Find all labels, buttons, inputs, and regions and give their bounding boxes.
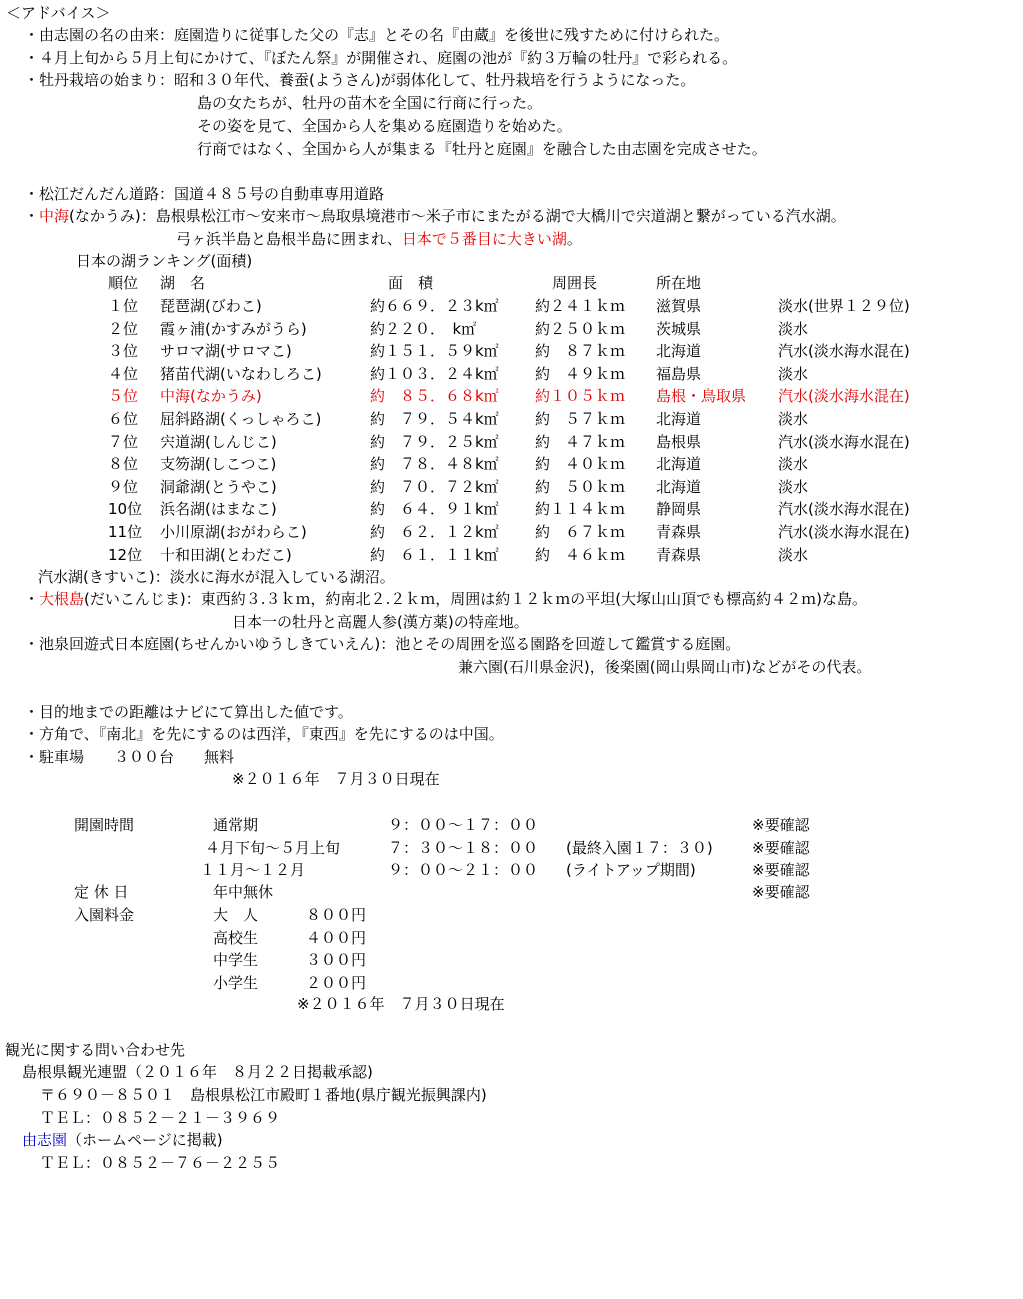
perimeter-cell: 約 ５７ｋｍ — [535, 410, 626, 428]
origin-line: ・由志園の名の由来：庭園造りに従事した父の『志』とその名『由蔵』を後世に残すために付けられた。 — [24, 26, 730, 44]
note-cell: (ライトアップ期間) — [566, 861, 696, 879]
fee-category: 高校生 — [213, 928, 259, 947]
lake-name-cell: 十和田湖(とわだこ) — [160, 545, 292, 564]
area-cell: 約 ７８．４８k㎡ — [370, 455, 499, 474]
water-type-cell: 淡水 — [778, 364, 809, 383]
botan-line-3: その姿を見て、全国から人を集める庭園造りを始めた。 — [197, 117, 572, 135]
area-cell: 約 ６４．９１k㎡ — [370, 500, 499, 519]
perimeter-cell: 約 ４０ｋｍ — [535, 455, 626, 474]
lake-name-cell: 浜名湖(はまなこ) — [160, 500, 277, 519]
fees-label: 入園料金 — [74, 906, 135, 924]
daikonshima-name: 大根島 — [39, 590, 85, 608]
perimeter-cell: 約 ８７ｋｍ — [535, 342, 626, 361]
period-cell: １１月～１２月 — [200, 861, 306, 879]
water-type-cell: 淡水 — [778, 545, 809, 564]
location-cell: 北海道 — [656, 342, 702, 361]
perimeter-cell: 約 ４７ｋｍ — [535, 432, 626, 451]
header-rank: 順位 — [108, 274, 139, 292]
location-cell: 福島県 — [656, 364, 702, 383]
nakaumi-line-2 — [176, 229, 582, 249]
location-cell: 島根・鳥取県 — [656, 387, 747, 406]
lake-name-cell: 屈斜路湖(くっしゃろこ) — [160, 410, 322, 428]
closed-label: 定 休 日 — [74, 883, 129, 901]
fee-price: ３００円 — [306, 951, 367, 969]
rank-cell: ８位 — [108, 455, 139, 474]
contact-title: 観光に関する問い合わせ先 — [5, 1041, 186, 1059]
rank-cell: ３位 — [108, 342, 139, 361]
water-type-cell: 淡水(世界１２９位) — [778, 297, 910, 315]
perimeter-cell: 約２５０ｋｍ — [535, 319, 626, 338]
location-cell: 滋賀県 — [656, 297, 702, 315]
area-cell: 約 ７０．７２k㎡ — [370, 477, 499, 496]
advice-header: ＜アドバイス＞ — [6, 4, 111, 22]
festival-line: ・４月上旬から５月上旬にかけて、『ぼたん祭』が開催され、庭園の池が『約３万輪の牡丹』で彩られる。 — [24, 49, 738, 67]
check-cell: ※要確認 — [752, 838, 810, 857]
water-type-cell: 淡水 — [778, 455, 809, 474]
time-cell: ９：００～１７：００ — [388, 816, 539, 834]
water-type-cell: 淡水 — [778, 319, 809, 338]
location-cell: 島根県 — [656, 432, 702, 451]
ranking-title: 日本の湖ランキング(面積) — [76, 252, 253, 270]
contact-org: 島根県観光連盟（２０１６年 ８月２２日掲載承認) — [22, 1063, 373, 1081]
perimeter-cell: 約１１４ｋｍ — [535, 500, 626, 519]
note-cell: (最終入園１７：３０) — [566, 838, 713, 857]
water-type-cell: 淡水 — [778, 477, 809, 496]
period: 。 — [566, 230, 582, 248]
kisuiko-line: 汽水湖(きすいこ)：淡水に海水が混入している湖沼。 — [38, 568, 395, 586]
yushien-name: 由志園 — [22, 1131, 68, 1149]
parking-date: ※２０１６年 ７月３０日現在 — [232, 770, 440, 788]
daikonshima-line — [24, 589, 867, 609]
header-name: 湖 名 — [160, 274, 206, 292]
perimeter-cell: 約 ４９ｋｍ — [535, 364, 626, 383]
botan-line-4: 行商ではなく、全国から人が集まる『牡丹と庭園』を融合した由志園を完成させた。 — [197, 140, 767, 158]
fee-price: ４００円 — [306, 928, 367, 947]
fee-category: 小学生 — [213, 973, 259, 992]
lake-name-cell: 琵琶湖(びわこ) — [160, 297, 262, 315]
time-cell: ７：３０～１８：００ — [388, 838, 539, 857]
closed-check: ※要確認 — [752, 883, 810, 901]
location-cell: 青森県 — [656, 523, 702, 541]
location-cell: 茨城県 — [656, 319, 702, 338]
area-cell: 約 ６２．１２k㎡ — [370, 523, 499, 541]
yushien-note: （ホームページに掲載) — [67, 1131, 223, 1149]
fee-category: 大 人 — [213, 906, 259, 924]
daikonshima-desc: (だいこんじま)：東西約３.３ｋｍ，約南北２.２ｋｍ，周囲は約１２ｋｍの平坦(大塚山山頂でも標高約４２ｍ)な島。 — [84, 590, 867, 608]
perimeter-cell: 約 ６７ｋｍ — [535, 523, 626, 541]
road-line: ・松江だんだん道路：国道４８５号の自動車専用道路 — [24, 185, 385, 203]
nakaumi-rank-highlight: 日本で５番目に大きい湖 — [401, 230, 567, 248]
perimeter-cell: 約 ５０ｋｍ — [535, 477, 626, 496]
lake-name-cell: 霞ヶ浦(かすみがうら) — [160, 319, 307, 338]
bullet: ・ — [24, 207, 40, 225]
lake-name-cell: 小川原湖(おがわらこ) — [160, 523, 307, 541]
rank-cell: 10位 — [108, 500, 143, 519]
area-cell: 約２２０． k㎡ — [370, 319, 477, 338]
water-type-cell: 淡水 — [778, 410, 809, 428]
area-cell: 約１５１．５９k㎡ — [370, 342, 499, 361]
fees-date: ※２０１６年 ７月３０日現在 — [297, 995, 505, 1013]
nakaumi-peninsulas: 弓ヶ浜半島と島根半島に囲まれ、 — [176, 230, 402, 248]
garden-line-2: 兼六園(石川県金沢)，後楽園(岡山県岡山市)などがその代表。 — [458, 658, 872, 676]
water-type-cell: 汽水(淡水海水混在) — [778, 432, 910, 451]
header-location: 所在地 — [656, 274, 702, 292]
period-cell: 通常期 — [213, 816, 259, 834]
botan-line-1: ・牡丹栽培の始まり：昭和３０年代、養蚕(ようさん)が弱体化して、牡丹栽培を行うようになった。 — [24, 71, 696, 89]
location-cell: 北海道 — [656, 410, 702, 428]
rank-cell: ２位 — [108, 319, 139, 338]
area-cell: 約 ７９．２５k㎡ — [370, 432, 499, 451]
nakaumi-line — [24, 206, 846, 226]
contact-tel-1: ＴＥＬ：０８５２－２１－３９６９ — [40, 1109, 281, 1127]
contact-address: 〒６９０－８５０１ 島根県松江市殿町１番地(県庁観光振興課内) — [40, 1086, 487, 1104]
perimeter-cell: 約２４１ｋｍ — [535, 297, 626, 315]
header-area: 面 積 — [388, 274, 434, 292]
area-cell: 約 ６１．１１k㎡ — [370, 545, 499, 564]
contact-tel-2: ＴＥＬ：０８５２－７６－２２５５ — [40, 1154, 281, 1172]
area-cell: 約１０３．２４k㎡ — [370, 364, 499, 383]
time-cell: ９：００～２１：００ — [388, 861, 539, 879]
lake-name-cell: 中海(なかうみ) — [160, 387, 262, 406]
period-cell: ４月下旬～５月上旬 — [205, 838, 341, 857]
lake-name-cell: サロマ湖(サロマこ) — [160, 342, 292, 361]
lake-name-cell: 猪苗代湖(いなわしろこ) — [160, 364, 322, 383]
direction-note: ・方角で、『南北』を先にするのは西洋，『東西』を先にするのは中国。 — [24, 725, 504, 743]
water-type-cell: 汽水(淡水海水混在) — [778, 387, 910, 406]
location-cell: 北海道 — [656, 477, 702, 496]
perimeter-cell: 約１０５ｋｍ — [535, 387, 626, 406]
header-perimeter: 周囲長 — [552, 274, 598, 292]
lake-name-cell: 支笏湖(しこつこ) — [160, 455, 277, 474]
lake-name-cell: 宍道湖(しんじこ) — [160, 432, 277, 451]
area-cell: 約 ７９．５４k㎡ — [370, 410, 499, 428]
fee-price: ２００円 — [306, 973, 367, 992]
area-cell: 約６６９．２３k㎡ — [370, 297, 499, 315]
location-cell: 北海道 — [656, 455, 702, 474]
hours-label: 開園時間 — [74, 816, 135, 834]
botan-line-2: 島の女たちが、牡丹の苗木を全国に行商に行った。 — [197, 94, 543, 112]
rank-cell: ７位 — [108, 432, 139, 451]
rank-cell: ５位 — [108, 387, 139, 406]
rank-cell: 12位 — [108, 545, 143, 564]
fee-price: ８００円 — [306, 906, 367, 924]
rank-cell: ４位 — [108, 364, 139, 383]
rank-cell: 11位 — [108, 523, 143, 541]
location-cell: 静岡県 — [656, 500, 702, 519]
perimeter-cell: 約 ４６ｋｍ — [535, 545, 626, 564]
water-type-cell: 汽水(淡水海水混在) — [778, 523, 910, 541]
fee-category: 中学生 — [213, 951, 259, 969]
area-cell: 約 ８５．６８k㎡ — [370, 387, 499, 406]
water-type-cell: 汽水(淡水海水混在) — [778, 342, 910, 361]
rank-cell: ６位 — [108, 410, 139, 428]
lake-name-cell: 洞爺湖(とうやこ) — [160, 477, 277, 496]
garden-line-1: ・池泉回遊式日本庭園(ちせんかいゆうしきていえん)：池とその周囲を巡る園路を回遊して鑑賞する庭園。 — [24, 635, 741, 653]
location-cell: 青森県 — [656, 545, 702, 564]
rank-cell: １位 — [108, 297, 139, 315]
yushien-line — [22, 1130, 223, 1150]
daikonshima-line-2: 日本一の牡丹と高麗人参(漢方薬)の特産地。 — [232, 613, 529, 631]
bullet: ・ — [24, 590, 40, 608]
distance-note: ・目的地までの距離はナビにて算出した値です。 — [24, 703, 353, 721]
check-cell: ※要確認 — [752, 861, 810, 879]
nakaumi-name: 中海 — [39, 207, 70, 225]
rank-cell: ９位 — [108, 477, 139, 496]
check-cell: ※要確認 — [752, 816, 810, 834]
water-type-cell: 汽水(淡水海水混在) — [778, 500, 910, 519]
parking-note: ・駐車場 ３００台 無料 — [24, 748, 235, 766]
closed-value: 年中無休 — [213, 883, 274, 901]
nakaumi-desc: (なかうみ)：島根県松江市～安来市～鳥取県境港市～米子市にまたがる湖で大橋川で宍道湖と繋がっている汽水湖。 — [69, 207, 846, 225]
